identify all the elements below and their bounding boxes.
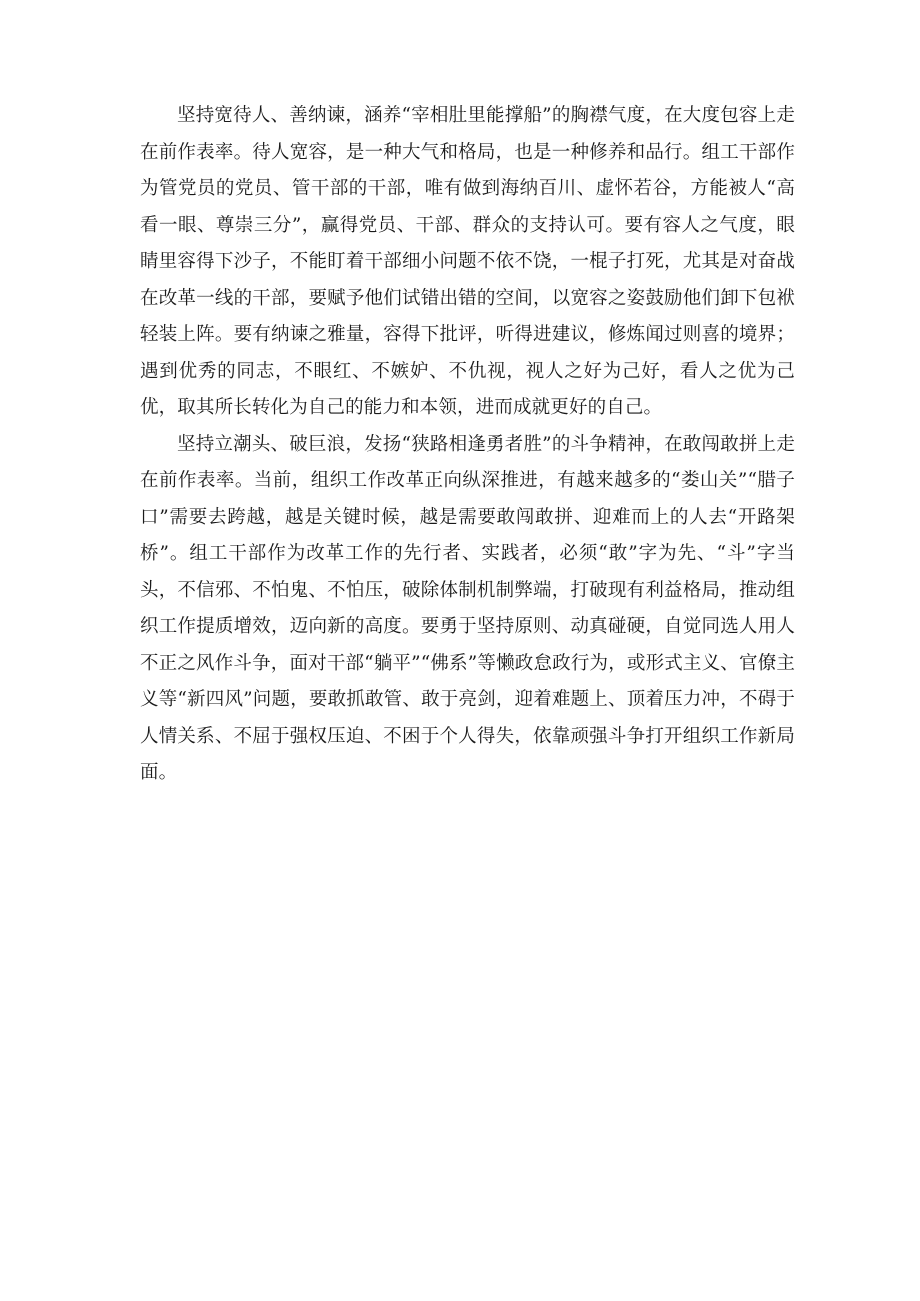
paragraph-1: 坚持宽待人、善纳谏，涵养“宰相肚里能撑船”的胸襟气度，在大度包容上走在前作表率。待人宽容，是一种大气和格局，也是一种修养和品行。组工干部作为管党员的党员、管干部的干部，唯有做到海纳百川、虚怀若谷，方能被人“高看一眼、尊崇三分”，赢得党员、干部、群众的支持认可。要有容人之气度，眼睛里容得下沙子，不能盯着干部细小问题不依不饶，一棍子打死，尤其是对奋战在改革一线的干部，要赋予他们试错出错的空间，以宽容之姿鼓励他们卸下包袱轻装上阵。要有纳谏之雅量，容得下批评，听得进建议，修炼闻过则喜的境界；遇到优秀的同志，不眼红、不嫉妒、不仇视，视人之好为己好，看人之优为己优，取其所长转化为自己的能力和本领，进而成就更好的自己。 (140, 105, 795, 418)
paragraph-2: 坚持立潮头、破巨浪，发扬“狭路相逢勇者胜”的斗争精神，在敢闯敢拼上走在前作表率。当前，组织工作改革正向纵深推进，有越来越多的“娄山关”“腊子口”需要去跨越，越是关键时候，越是需要敢闯敢拼、迎难而上的人去“开路架桥”。组工干部作为改革工作的先行者、实践者，必须“敢”字为先、“斗”字当头，不信邪、不怕鬼、不怕压，破除体制机制弊端，打破现有利益格局，推动组织工作提质增效，迈向新的高度。要勇于坚持原则、动真碰硬，自觉同选人用人不正之风作斗争，面对干部“躺平”“佛系”等懒政怠政行为，或形式主义、官僚主义等“新四风”问题，要敢抓敢管、敢于亮剑，迎着难题上、顶着压力冲，不碍于人情关系、不屈于强权压迫、不困于个人得失，依靠顽强斗争打开组织工作新局面。 (140, 433, 795, 783)
document-body (140, 98, 795, 792)
